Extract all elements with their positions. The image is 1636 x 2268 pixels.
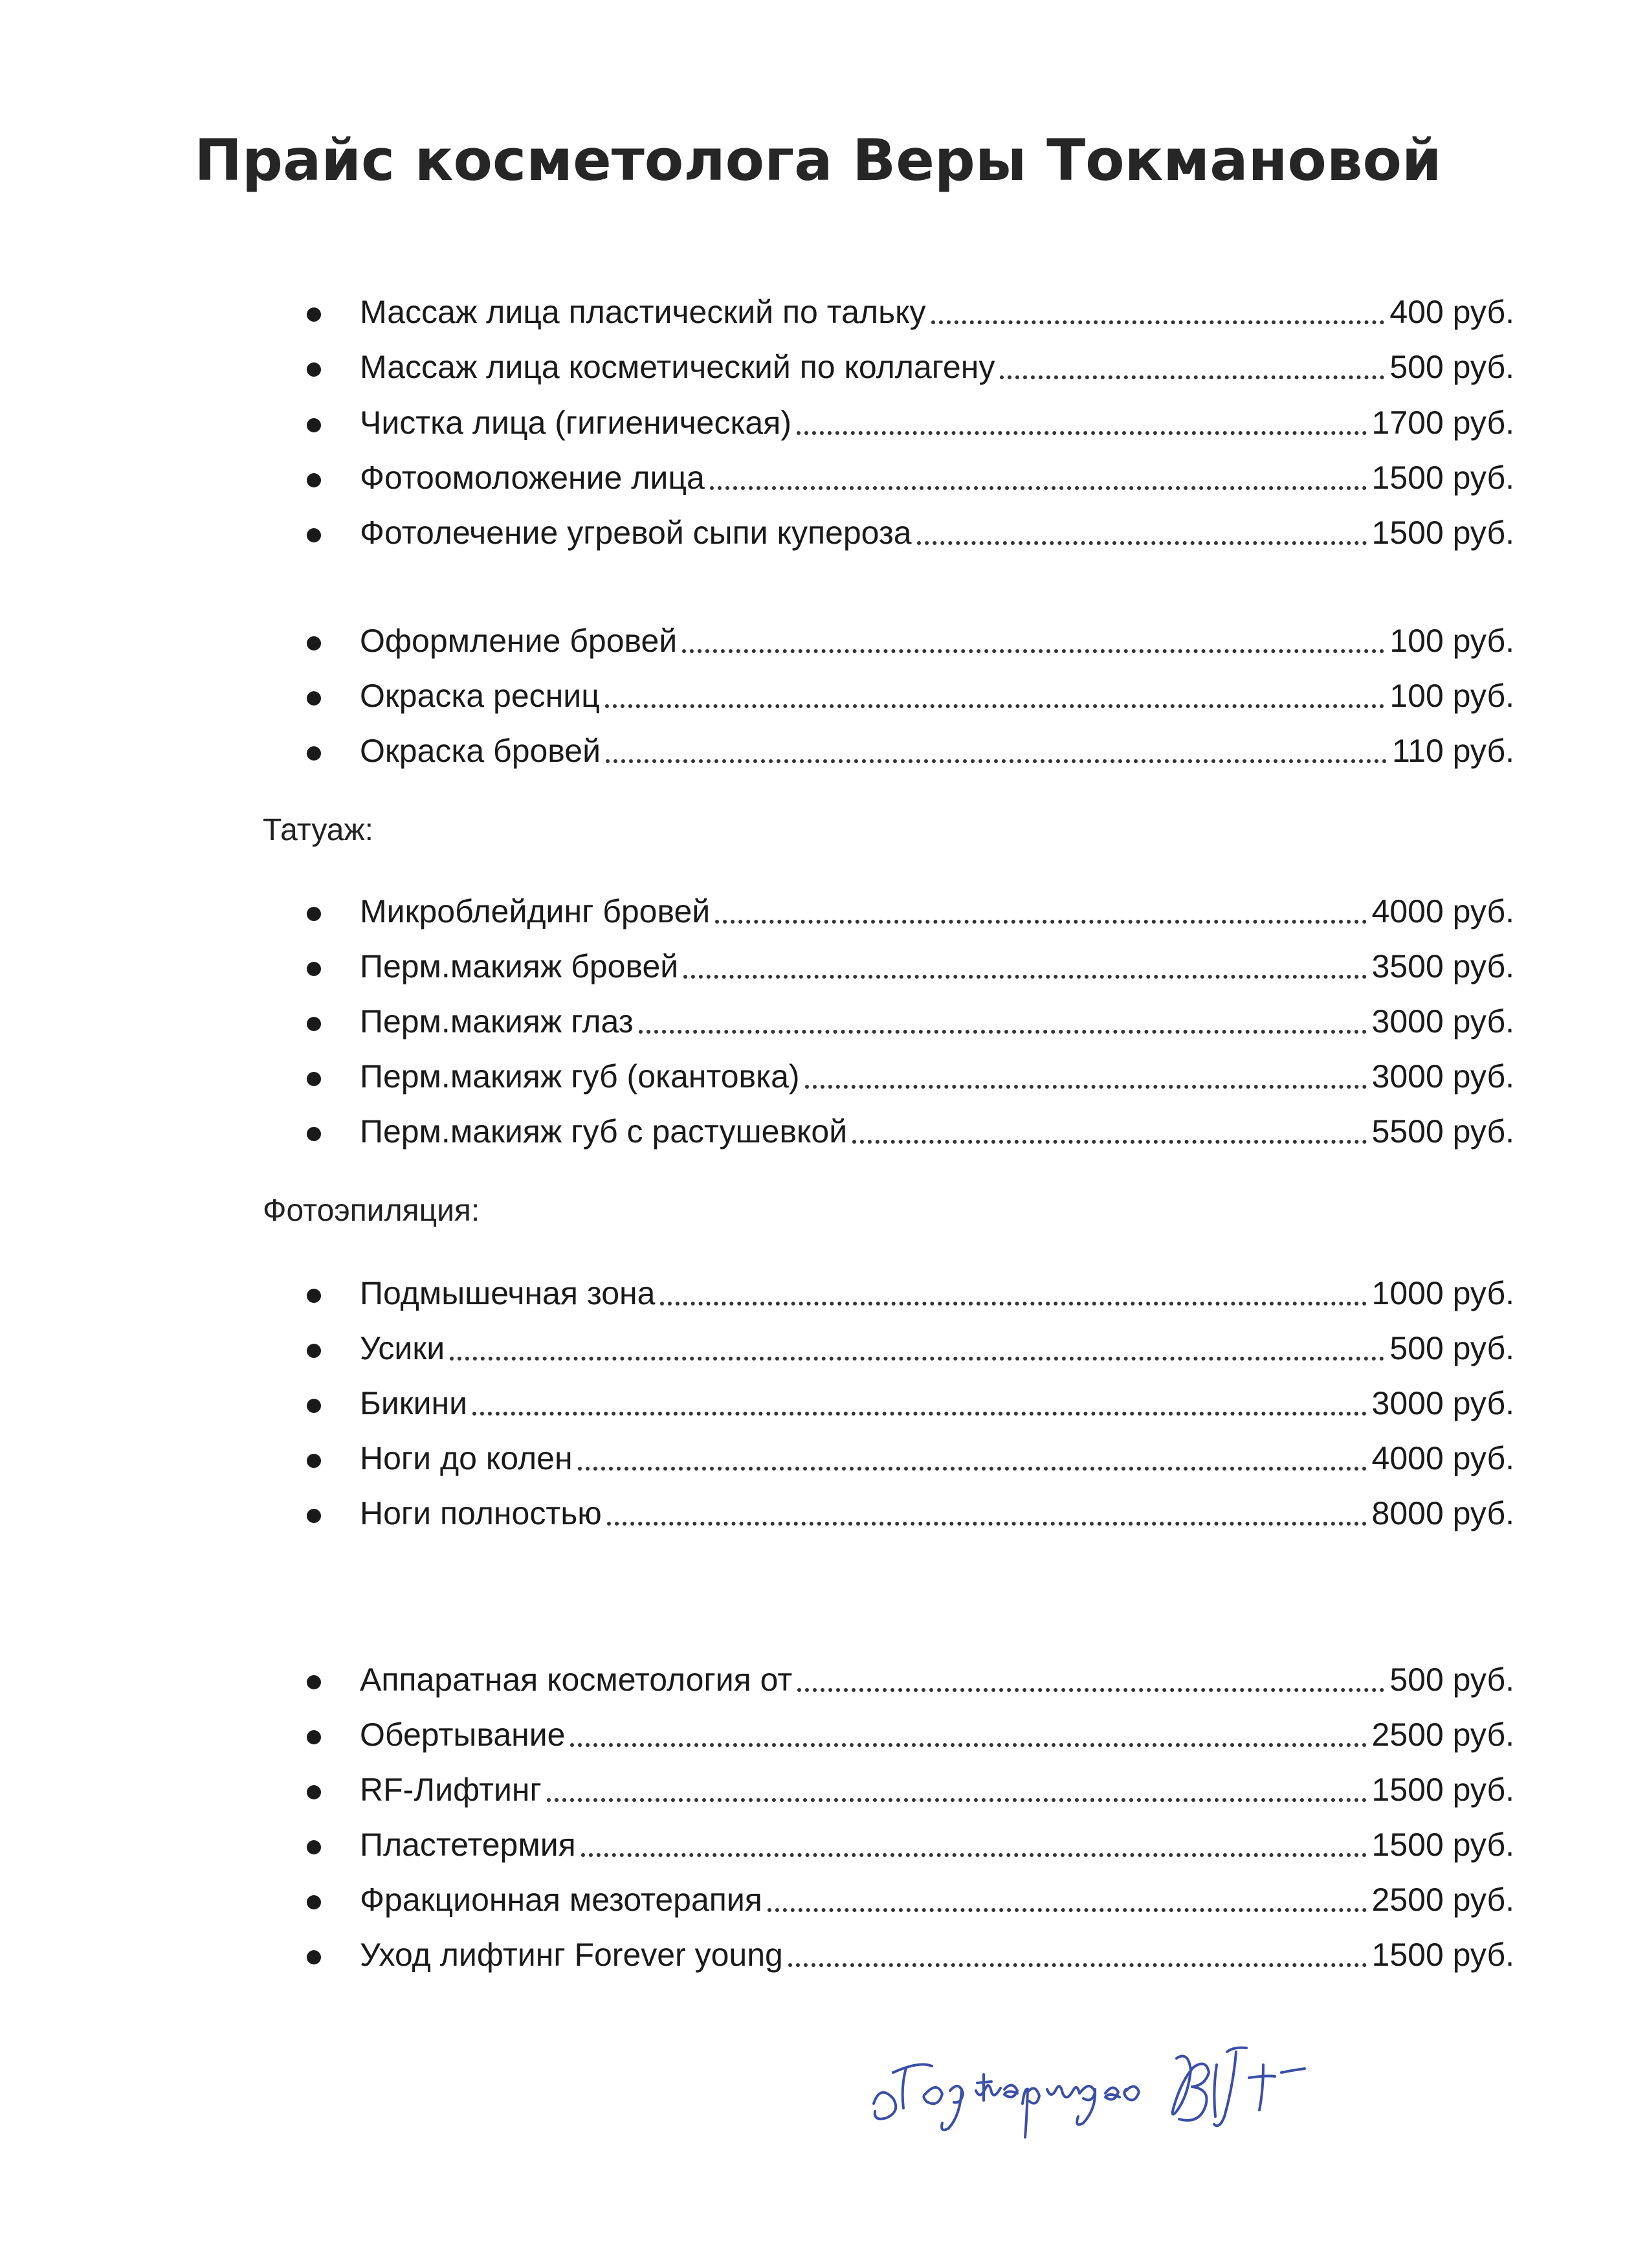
bullet-icon <box>307 473 321 487</box>
service-price: 3000 руб. <box>1371 1058 1514 1095</box>
list-item <box>311 1822 1514 1867</box>
service-name: Перм.макияж губ с растушевкой <box>360 1113 848 1150</box>
service-price: 8000 руб. <box>1371 1495 1514 1531</box>
service-name: Микроблейдинг бровей <box>360 893 711 929</box>
dot-leader <box>547 1798 1367 1802</box>
service-name: Массаж лица пластический по тальку <box>360 294 926 330</box>
bullet-icon <box>307 362 321 377</box>
service-name: Фотолечение угревой сыпи купероза <box>360 515 912 551</box>
service-name: Перм.макияж губ (окантовка) <box>360 1058 800 1095</box>
dot-leader <box>852 1140 1366 1144</box>
dot-leader <box>639 1030 1367 1034</box>
service-name: Бикини <box>360 1385 468 1421</box>
page-title: Прайс косметолога Веры Токмановой <box>194 127 1442 194</box>
handwritten-signature <box>867 2013 1385 2155</box>
service-price: 4000 руб. <box>1371 893 1514 929</box>
list-item <box>311 1326 1514 1371</box>
list-item <box>311 1436 1514 1481</box>
service-price: 110 руб. <box>1392 733 1514 769</box>
service-name: RF-Лифтинг <box>360 1772 542 1808</box>
service-price: 2500 руб. <box>1371 1717 1514 1753</box>
bullet-icon <box>307 1454 321 1468</box>
list-item <box>311 1712 1514 1757</box>
dot-leader <box>607 1522 1367 1526</box>
bullet-icon <box>307 1675 321 1689</box>
bullet-icon <box>307 746 321 761</box>
bullet-icon <box>307 1895 321 1909</box>
bullet-icon <box>307 307 321 322</box>
list-item <box>311 289 1514 335</box>
bullet-icon <box>307 1950 321 1964</box>
dot-leader <box>768 1908 1367 1912</box>
dot-leader <box>605 704 1384 708</box>
service-price: 500 руб. <box>1389 1330 1514 1366</box>
dot-leader <box>710 486 1367 490</box>
service-name: Ноги полностью <box>360 1495 602 1531</box>
dot-leader <box>715 920 1366 924</box>
list-item <box>311 1767 1514 1812</box>
dot-leader <box>788 1963 1367 1967</box>
service-name: Обертывание <box>360 1717 566 1753</box>
dot-leader <box>682 649 1384 653</box>
list-item <box>311 1381 1514 1426</box>
service-price: 500 руб. <box>1389 1662 1514 1698</box>
dot-leader <box>450 1357 1384 1361</box>
service-name: Чистка лица (гигиеническая) <box>360 405 791 441</box>
bullet-icon <box>307 1072 321 1086</box>
service-price: 100 руб. <box>1389 678 1514 714</box>
list-item <box>311 510 1514 555</box>
bullet-icon <box>307 636 321 650</box>
service-name: Окраска бровей <box>360 733 601 769</box>
dot-leader <box>660 1302 1366 1306</box>
service-price: 1700 руб. <box>1371 405 1514 441</box>
dot-leader <box>581 1853 1367 1857</box>
bullet-icon <box>307 1509 321 1523</box>
list-item <box>311 344 1514 390</box>
dot-leader <box>1000 375 1384 379</box>
bullet-icon <box>307 1289 321 1303</box>
bullet-icon <box>307 1127 321 1141</box>
dot-leader <box>805 1085 1367 1089</box>
bullet-icon <box>307 1399 321 1413</box>
bullet-icon <box>307 907 321 921</box>
service-price: 5500 руб. <box>1371 1113 1514 1150</box>
service-price: 3000 руб. <box>1371 1003 1514 1040</box>
service-price: 3500 руб. <box>1371 948 1514 984</box>
list-item <box>311 1109 1514 1154</box>
service-name: Перм.макияж бровей <box>360 948 679 984</box>
list-item <box>311 944 1514 989</box>
service-price: 4000 руб. <box>1371 1440 1514 1476</box>
list-item <box>311 1271 1514 1316</box>
dot-leader <box>606 759 1387 763</box>
dot-leader <box>797 1688 1384 1692</box>
service-name: Усики <box>360 1330 445 1366</box>
service-name: Пластетермия <box>360 1827 576 1863</box>
dot-leader <box>578 1467 1367 1471</box>
service-name: Фотоомоложение лица <box>360 460 705 496</box>
dot-leader <box>683 975 1366 979</box>
service-price: 2500 руб. <box>1371 1882 1514 1918</box>
section-heading-tattoo: Татуаж: <box>263 813 373 847</box>
service-name: Окраска ресниц <box>360 678 600 714</box>
list-item <box>311 400 1514 445</box>
service-name: Подмышечная зона <box>360 1275 656 1311</box>
service-price: 1500 руб. <box>1371 460 1514 496</box>
service-name: Перм.макияж глаз <box>360 1003 634 1040</box>
service-price: 1500 руб. <box>1371 515 1514 551</box>
list-item <box>311 999 1514 1044</box>
service-price: 3000 руб. <box>1371 1385 1514 1421</box>
list-item <box>311 673 1514 718</box>
bullet-icon <box>307 1840 321 1854</box>
service-name: Ноги до колен <box>360 1440 573 1476</box>
bullet-icon <box>307 1344 321 1358</box>
dot-leader <box>570 1743 1366 1747</box>
dot-leader <box>917 541 1367 545</box>
list-item <box>311 1491 1514 1536</box>
service-name: Аппаратная косметология от <box>360 1662 793 1698</box>
bullet-icon <box>307 1730 321 1744</box>
list-item <box>311 889 1514 934</box>
dot-leader <box>472 1412 1366 1416</box>
list-item <box>311 618 1514 663</box>
service-name: Фракционная мезотерапия <box>360 1882 762 1918</box>
bullet-icon <box>307 1785 321 1799</box>
service-price: 1500 руб. <box>1371 1772 1514 1808</box>
service-price: 400 руб. <box>1389 294 1514 330</box>
service-price: 100 руб. <box>1389 623 1514 659</box>
bullet-icon <box>307 418 321 432</box>
service-price: 1500 руб. <box>1371 1937 1514 1973</box>
list-item <box>311 1932 1514 1977</box>
list-item <box>311 728 1514 773</box>
dot-leader <box>931 320 1385 324</box>
section-heading-photoepilation: Фотоэпиляция: <box>263 1194 480 1228</box>
list-item <box>311 1054 1514 1099</box>
service-name: Уход лифтинг Forever young <box>360 1937 783 1973</box>
bullet-icon <box>307 1017 321 1031</box>
list-item <box>311 1657 1514 1702</box>
list-item <box>311 455 1514 500</box>
list-item <box>311 1877 1514 1922</box>
service-price: 1500 руб. <box>1371 1827 1514 1863</box>
service-name: Массаж лица косметический по коллагену <box>360 349 995 385</box>
service-price: 1000 руб. <box>1371 1275 1514 1311</box>
dot-leader <box>797 431 1367 435</box>
service-name: Оформление бровей <box>360 623 678 659</box>
bullet-icon <box>307 962 321 976</box>
bullet-icon <box>307 691 321 706</box>
bullet-icon <box>307 528 321 542</box>
service-price: 500 руб. <box>1389 349 1514 385</box>
